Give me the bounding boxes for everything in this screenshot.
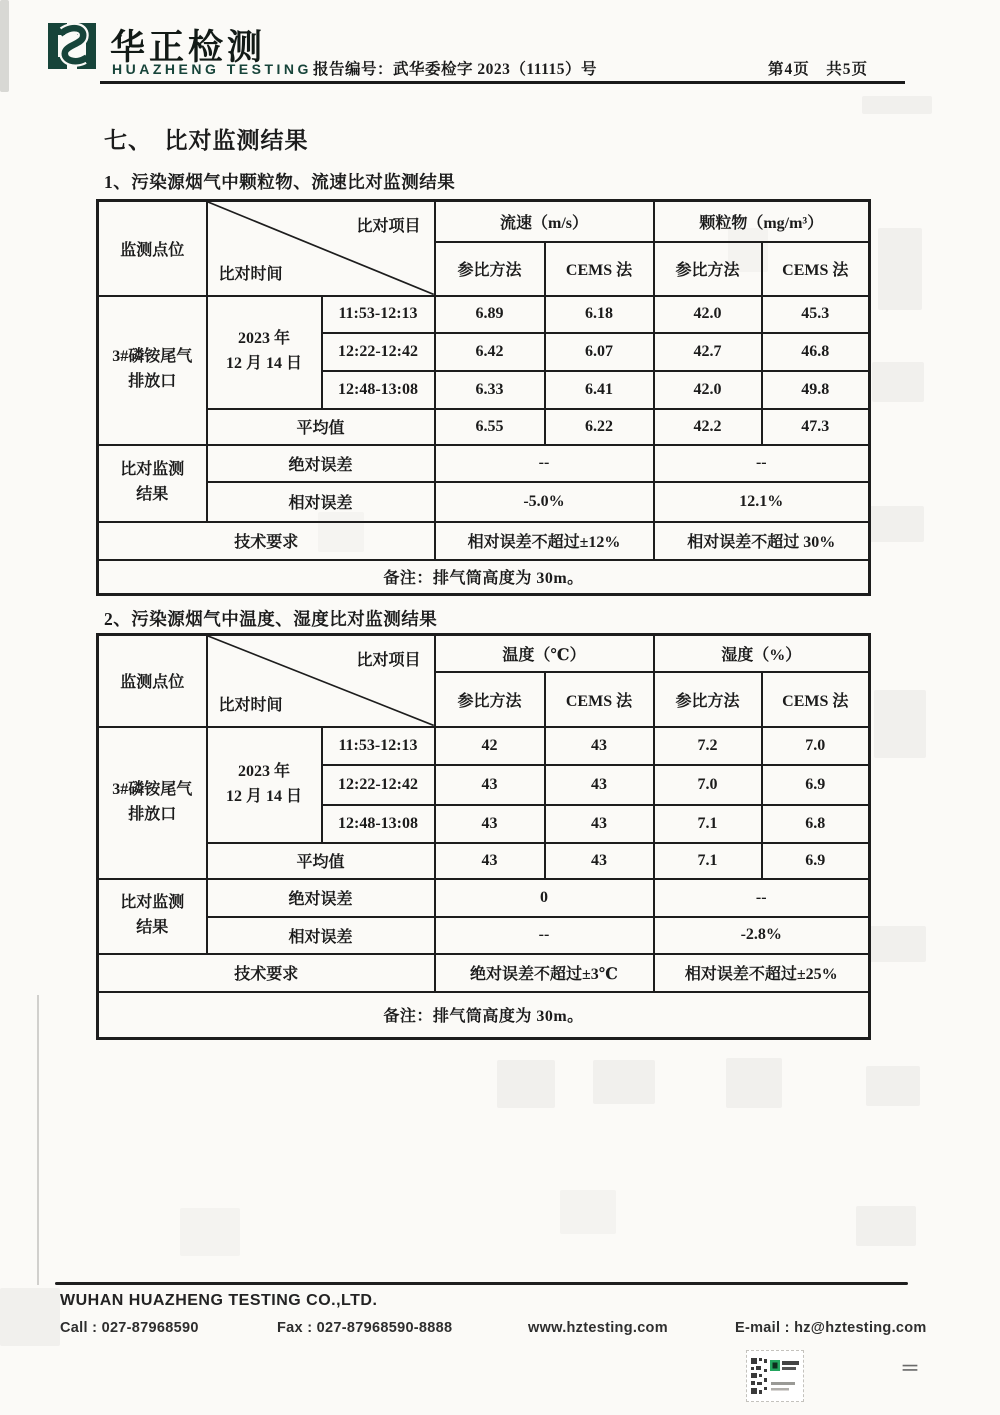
page-number-info: 第4页 共5页 [768, 61, 869, 78]
footer-divider [55, 1282, 908, 1285]
note-cell: 备注：排气筒高度为 30m。 [98, 992, 870, 1039]
site-cell [98, 296, 207, 445]
value-cell: 43 [435, 765, 545, 805]
value-cell: 43 [545, 843, 654, 879]
scan-artifact [726, 1058, 782, 1108]
value-cell: 45.3 [762, 296, 870, 333]
scan-artifact [497, 1060, 555, 1108]
value-cell: 6.8 [762, 805, 870, 843]
tech-requirement-label-cell: 技术要求 [98, 522, 435, 560]
value-cell: 43 [545, 805, 654, 843]
rel-error-label-cell: 相对误差 [207, 482, 435, 522]
time-cell: 12:48-13:08 [322, 805, 435, 843]
scan-mark: ＝ [900, 1358, 920, 1380]
value-cell: 6.9 [762, 765, 870, 805]
header-divider [100, 81, 905, 84]
value-cell: 6.33 [435, 371, 545, 409]
phone-number: Call : 027-87968590 [60, 1320, 199, 1336]
abs-error-value-cell: -- [654, 445, 870, 482]
diagonal-header-cell [207, 201, 435, 296]
value-cell: 42.2 [654, 409, 762, 445]
scan-artifact [0, 0, 9, 92]
time-cell: 11:53-12:13 [322, 296, 435, 333]
table1-heading: 1、污染源烟气中颗粒物、流速比对监测结果 [104, 172, 456, 192]
scan-artifact [560, 1190, 616, 1234]
site-header-cell: 监测点位 [98, 635, 207, 727]
value-cell: 6.55 [435, 409, 545, 445]
value-cell: 47.3 [762, 409, 870, 445]
scan-artifact [870, 926, 926, 962]
abs-error-value-cell: -- [435, 445, 654, 482]
site-header-cell: 监测点位 [98, 201, 207, 296]
scan-artifact [37, 995, 39, 1285]
site-line: 3#磷铵尾气 [112, 780, 193, 798]
value-cell: 42.0 [654, 296, 762, 333]
date-line: 2023 年 [237, 330, 290, 348]
result-header-cell [98, 879, 207, 954]
scan-artifact [868, 506, 924, 542]
value-cell: 42.0 [654, 371, 762, 409]
value-cell: 6.41 [545, 371, 654, 409]
value-cell: 7.0 [762, 727, 870, 765]
abs-error-value-cell: 0 [435, 879, 654, 917]
section-title: 七、 比对监测结果 [104, 127, 309, 153]
scan-artifact [872, 362, 924, 402]
scan-artifact [593, 1060, 655, 1104]
comparison-table-temp-humidity [96, 633, 871, 1040]
method-header: 参比方法 [654, 242, 762, 296]
scan-artifact [180, 1208, 240, 1256]
group-header-temperature: 温度（℃） [435, 635, 654, 672]
diagonal-header-cell [207, 635, 435, 727]
date-cell [207, 727, 322, 843]
scan-artifact [862, 96, 932, 114]
result-header-cell [98, 445, 207, 522]
group-header-flow: 流速（m/s） [435, 201, 654, 242]
site-line: 排放口 [128, 805, 177, 823]
result-line: 结果 [136, 919, 169, 936]
scan-artifact [0, 1288, 60, 1346]
value-cell: 6.22 [545, 409, 654, 445]
time-cell: 12:48-13:08 [322, 371, 435, 409]
corner-item-label: 比对项目 [356, 652, 421, 669]
rel-error-label-cell: 相对误差 [207, 917, 435, 954]
average-label-cell: 平均值 [207, 409, 435, 445]
tech-requirement-value-cell: 相对误差不超过±25% [654, 954, 870, 992]
time-cell: 12:22-12:42 [322, 333, 435, 371]
abs-error-value-cell: -- [654, 879, 870, 917]
company-name: WUHAN HUAZHENG TESTING CO.,LTD. [60, 1292, 378, 1309]
rel-error-value-cell: -2.8% [654, 917, 870, 954]
method-header: 参比方法 [435, 672, 545, 727]
value-cell: 6.42 [435, 333, 545, 371]
method-header: CEMS 法 [545, 242, 654, 296]
date-line: 12 月 14 日 [225, 787, 302, 805]
fax-number: Fax : 027-87968590-8888 [277, 1320, 453, 1336]
brand-name-en: HUAZHENG TESTING [112, 61, 312, 77]
time-cell: 12:22-12:42 [322, 765, 435, 805]
value-cell: 49.8 [762, 371, 870, 409]
tech-requirement-value-cell: 相对误差不超过 30% [654, 522, 870, 560]
value-cell: 43 [545, 727, 654, 765]
date-cell [207, 296, 322, 409]
report-number: 报告编号：武华委检字 2023（11115）号 [313, 61, 598, 78]
value-cell: 7.0 [654, 765, 762, 805]
method-header: 参比方法 [435, 242, 545, 296]
site-cell [98, 727, 207, 879]
method-header: CEMS 法 [762, 242, 870, 296]
result-line: 比对监测 [120, 461, 185, 479]
value-cell: 6.18 [545, 296, 654, 333]
abs-error-label-cell: 绝对误差 [207, 445, 435, 482]
value-cell: 43 [435, 843, 545, 879]
scan-artifact [856, 1206, 916, 1246]
value-cell: 42.7 [654, 333, 762, 371]
value-cell: 6.89 [435, 296, 545, 333]
value-cell: 6.07 [545, 333, 654, 371]
value-cell: 7.1 [654, 843, 762, 879]
method-header: CEMS 法 [762, 672, 870, 727]
qr-code-sticker [746, 1350, 804, 1402]
method-header: CEMS 法 [545, 672, 654, 727]
scan-artifact [878, 228, 922, 310]
note-cell: 备注：排气筒高度为 30m。 [98, 560, 870, 595]
email-address: E-mail : hz@hztesting.com [735, 1320, 927, 1336]
tech-requirement-label-cell: 技术要求 [98, 954, 435, 992]
value-cell: 42 [435, 727, 545, 765]
scan-artifact [728, 228, 768, 272]
result-line: 比对监测 [120, 894, 185, 912]
method-header: 参比方法 [654, 672, 762, 727]
value-cell: 7.2 [654, 727, 762, 765]
scan-artifact [318, 512, 364, 552]
scan-artifact [866, 1066, 920, 1106]
date-line: 2023 年 [237, 762, 290, 780]
corner-time-label: 比对时间 [218, 265, 283, 283]
result-line: 结果 [136, 486, 169, 503]
huazheng-logo-icon [40, 16, 104, 83]
site-line: 排放口 [128, 373, 177, 390]
rel-error-value-cell: -- [435, 917, 654, 954]
brand-name-cn: 华正检测 [110, 28, 267, 67]
group-header-humidity: 湿度（%） [654, 635, 870, 672]
abs-error-label-cell: 绝对误差 [207, 879, 435, 917]
corner-item-label: 比对项目 [356, 218, 421, 235]
group-header-particulate: 颗粒物（mg/m³） [654, 201, 870, 242]
date-line: 12 月 14 日 [225, 355, 302, 372]
value-cell: 43 [545, 765, 654, 805]
rel-error-value-cell: -5.0% [435, 482, 654, 522]
qr-code-icon [747, 1351, 803, 1401]
scan-artifact [874, 690, 926, 758]
value-cell: 7.1 [654, 805, 762, 843]
value-cell: 46.8 [762, 333, 870, 371]
value-cell: 6.9 [762, 843, 870, 879]
tech-requirement-value-cell: 相对误差不超过±12% [435, 522, 654, 560]
corner-time-label: 比对时间 [218, 696, 283, 714]
value-cell: 43 [435, 805, 545, 843]
average-label-cell: 平均值 [207, 843, 435, 879]
site-line: 3#磷铵尾气 [112, 348, 193, 366]
time-cell: 11:53-12:13 [322, 727, 435, 765]
rel-error-value-cell: 12.1% [654, 482, 870, 522]
website-url: www.hztesting.com [528, 1320, 668, 1336]
table2-heading: 2、污染源烟气中温度、湿度比对监测结果 [104, 609, 438, 629]
tech-requirement-value-cell: 绝对误差不超过±3℃ [435, 954, 654, 992]
